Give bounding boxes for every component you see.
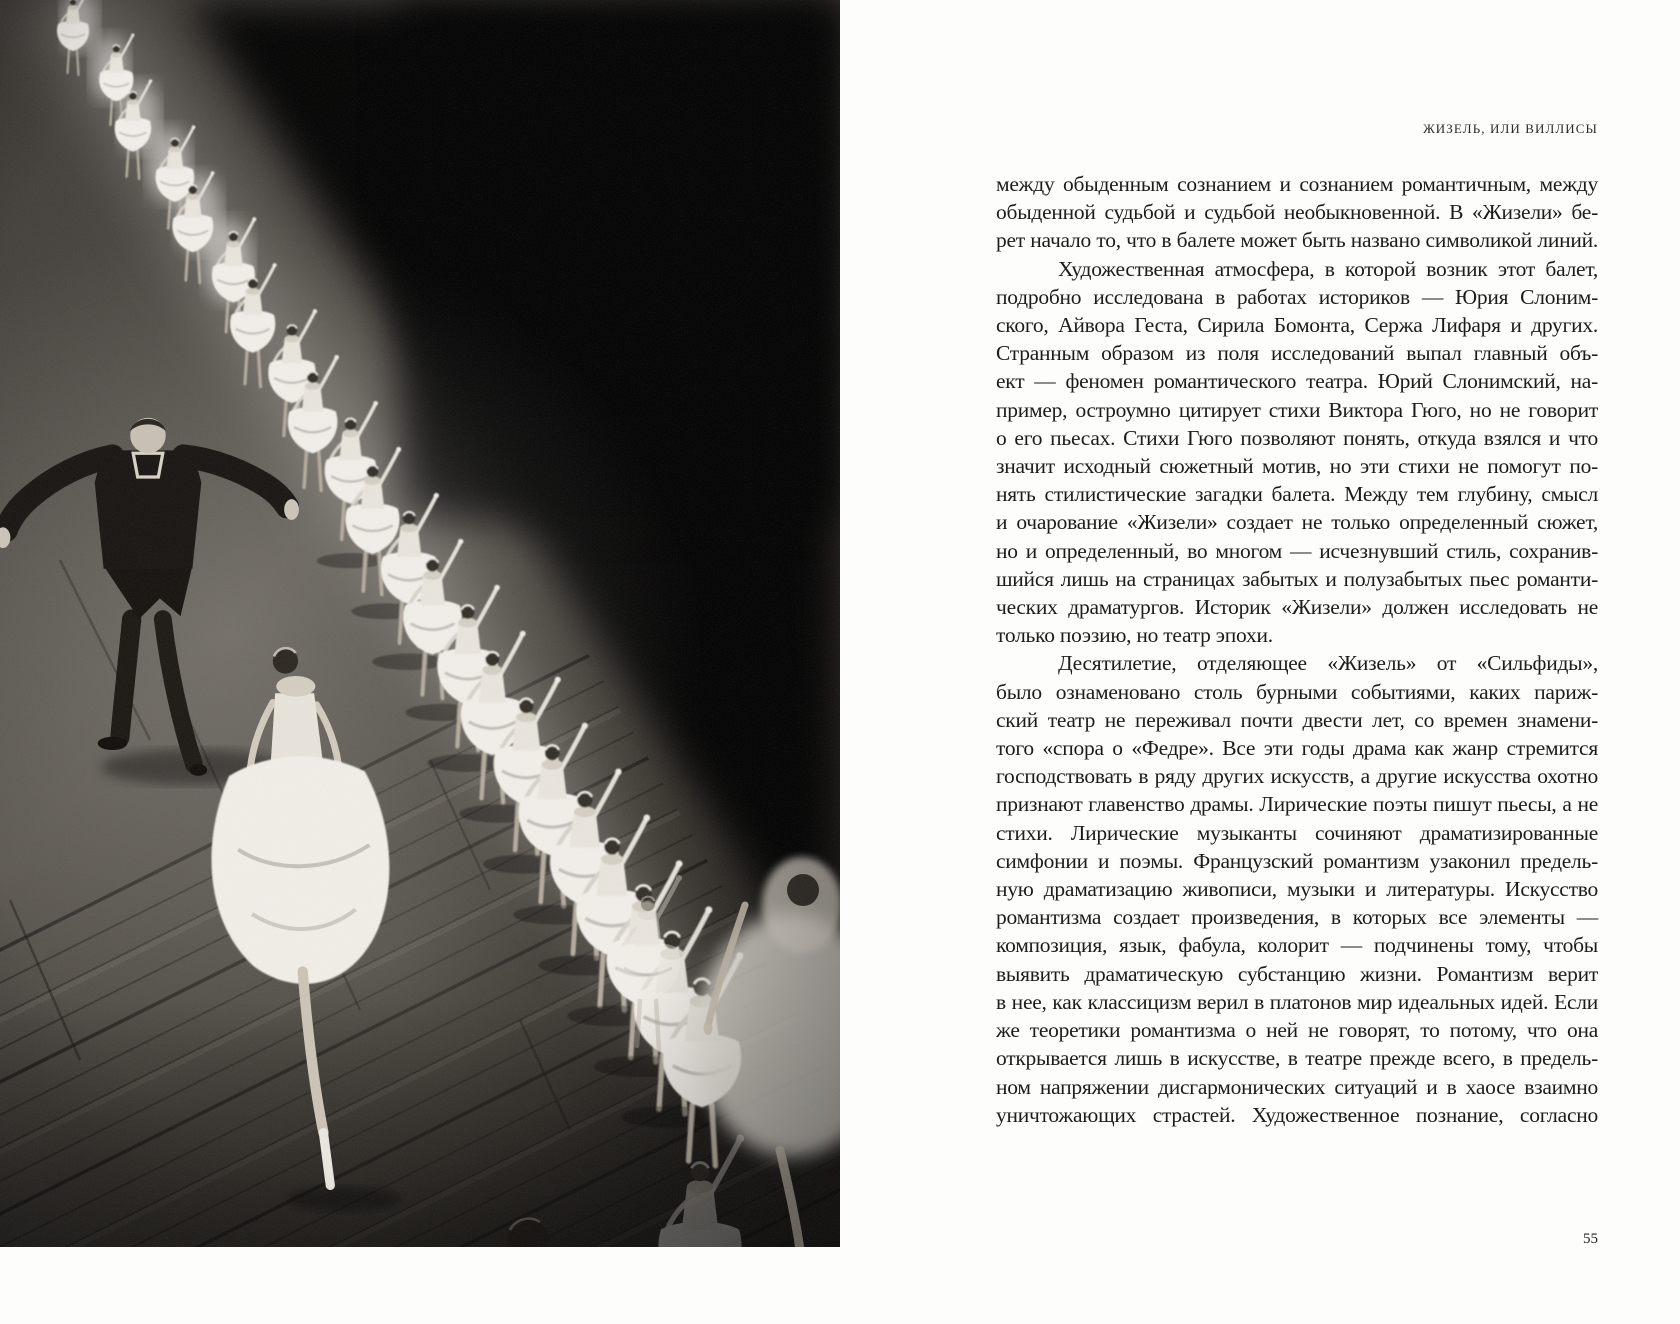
text-line: того «спора о «Федре». Все эти годы драма как жанр стремится — [996, 736, 1598, 761]
text-line: ект — феномен романтического театра. Юрий Слонимский, на- — [996, 369, 1598, 394]
text-line: выявить драматическую субстанцию жизни. Романтизм верит — [996, 961, 1598, 986]
text-line: было ознаменовано столь бурными событиями, каких париж- — [996, 679, 1598, 704]
text-line: нять стилистические загадки балета. Между тем глубину, смысл — [996, 482, 1598, 507]
text-line: только поэзию, но театр эпохи. — [996, 623, 1273, 648]
text-line: ную драматизацию живописи, музыки и литературы. Искусство — [996, 877, 1598, 902]
running-head: ЖИЗЕЛЬ, ИЛИ ВИЛЛИСЫ — [1423, 121, 1598, 136]
text-line: признают главенство драмы. Лирические поэты пишут пьесы, а не — [996, 792, 1598, 817]
text-line: уничтожающих страстей. Художественное познание, согласно — [996, 1102, 1598, 1127]
text-line: композиция, язык, фабула, колорит — подчинены тому, чтобы — [996, 933, 1598, 958]
text-line: романтизма создает произведения, в которых все элементы — — [996, 905, 1598, 930]
text-line: но и определенный, во многом — исчезнувший стиль, сохранив- — [996, 538, 1598, 563]
text-line: господствовать в ряду других искусств, а другие искусства охотно — [996, 764, 1598, 789]
body-text — [996, 170, 1598, 1129]
text-line: ский театр не переживал почти двести лет, со времен знамени- — [996, 707, 1598, 732]
text-line: симфонии и поэмы. Французский романтизм узаконил предель- — [996, 848, 1598, 873]
text-line: обыденной судьбой и судьбой необыкновенной. В «Жизели» бе- — [996, 200, 1598, 225]
ballet-photo-art — [0, 0, 840, 1247]
ballet-photograph — [0, 0, 840, 1247]
text-line: значит исходный сюжетный мотив, но эти стихи не помогут по- — [996, 454, 1598, 479]
page-number: 55 — [1583, 1231, 1598, 1247]
text-line: рет начало то, что в балете может быть названо символикой линий. — [996, 228, 1598, 253]
text-line: в нее, как классицизм верил в платонов мир идеальных идей. Если — [996, 989, 1598, 1014]
text-line: открывается лишь в искусстве, в театре прежде всего, в предель- — [996, 1046, 1598, 1071]
text-line: ном напряжении дисгармонических ситуаций и в хаосе взаимно — [996, 1074, 1598, 1099]
text-line: ческих драматургов. Историк «Жизели» должен исследовать не — [996, 595, 1598, 620]
text-line: Художественная атмосфера, в которой возник этот балет, — [1058, 256, 1598, 281]
text-line: и очарование «Жизели» создает не только определенный сюжет, — [996, 510, 1598, 535]
text-line: Странным образом из поля исследований выпал главный объ- — [996, 341, 1598, 366]
text-line: Десятилетие, отделяющее «Жизель» от «Сильфиды», — [1058, 651, 1598, 676]
text-line: же теоретики романтизма о ней не говорят, то потому, что она — [996, 1018, 1598, 1043]
text-line: подробно исследована в работах историков — Юрия Слоним- — [996, 284, 1598, 309]
film-grain — [0, 0, 840, 1247]
text-line: шийся лишь на страницах забытых и полузабытых пьес романти- — [996, 566, 1598, 591]
text-line: о его пьесах. Стихи Гюго позволяют понять, откуда взялся и что — [996, 425, 1598, 450]
text-line: стихи. Лирические музыканты сочиняют драматизированные — [996, 820, 1598, 845]
text-line: между обыденным сознанием и сознанием романтичным, между — [996, 172, 1598, 196]
text-line: ского, Айвора Геста, Сирила Бомонта, Сержа Лифаря и других. — [996, 313, 1598, 338]
text-line: пример, остроумно цитирует стихи Виктора Гюго, но не говорит — [996, 397, 1598, 422]
